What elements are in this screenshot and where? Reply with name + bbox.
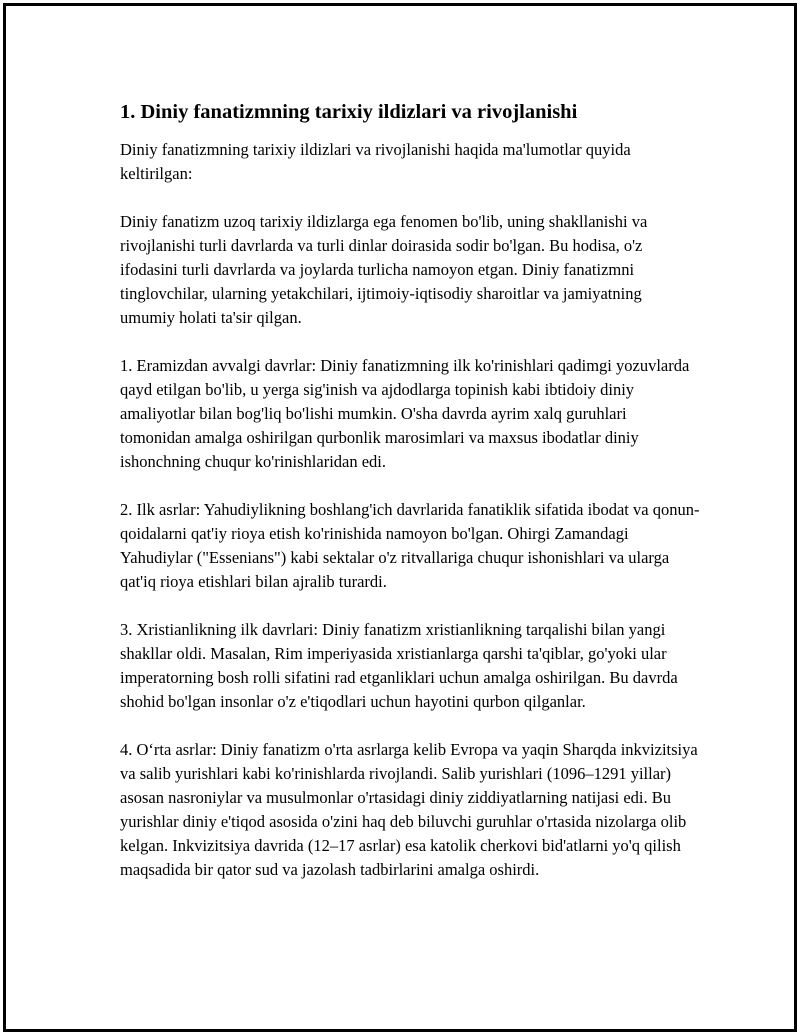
ancient-era-paragraph: 1. Eramizdan avvalgi davrlar: Diniy fanatizmning ilk ko'rinishlari qadimgi yozuvlarda qayd etilgan bo'lib, u yerga sig'inish va ajdodlarga topinish kabi ibtidoiy diniy amaliyotlar bilan bog'liq bo'lishi mumkin. O'sha davrda ayrim xalq guruhlari tomonidan amalga oshirilgan qurbonlik marosimlari va maxsus ibodatlar diniy ishonchning chuqur ko'rinishlaridan edi.: [120, 356, 690, 471]
section-heading: 1. Diniy fanatizmning tarixiy ildizlari va rivojlanishi: [120, 101, 578, 123]
early-centuries-paragraph: 2. Ilk asrlar: Yahudiylikning boshlang'ich davrlarida fanatiklik sifatida ibodat va qonun-qoidalarni qat'iy rioya etish ko'rinishida namoyon bo'lgan. Ohirgi Zamandagi Yahudiylar ("Essenians") kabi sektalar o'z ritvallariga chuqur ishonishlari va ularga qat'iq rioya etishlari bilan ajralib turardi.: [120, 500, 700, 591]
document-body: [120, 98, 700, 906]
page-frame: [3, 3, 797, 1032]
overview-paragraph: Diniy fanatizm uzoq tarixiy ildizlarga ega fenomen bo'lib, uning shakllanishi va rivojlanishi turli davrlarda va turli dinlar doirasida sodir bo'lgan. Bu hodisa, o'z ifodasini turli davrlarda va joylarda turlicha namoyon etgan. Diniy fanatizmni tinglovchilar, ularning yetakchilari, ijtimoiy-iqtisodiy sharoitlar va jamiyatning umumiy holati ta'sir qilgan.: [120, 212, 648, 327]
early-christianity-paragraph: 3. Xristianlikning ilk davrlari: Diniy fanatizm xristianlikning tarqalishi bilan yangi shakllar oldi. Masalan, Rim imperiyasida xristianlarga qarshi ta'qiblar, go'yoki ular imperatorning bosh rolli sifatini rad etganliklari uchun amalga oshirilgan. Bu davrda shohid bo'lgan insonlar o'z e'tiqodlari uchun hayotini qurbon qilganlar.: [120, 620, 678, 711]
middle-ages-paragraph: 4. O‘rta asrlar: Diniy fanatizm o'rta asrlarga kelib Evropa va yaqin Sharqda inkvizitsiya va salib yurishlari kabi ko'rinishlarda rivojlandi. Salib yurishlari (1096–1291 yillar) asosan nasroniylar va musulmonlar o'rtasidagi diniy ziddiyatlarning natijasi edi. Bu yurishlar diniy e'tiqod asosida o'zini haq deb biluvchi guruhlar o'rtasida nizolarga olib kelgan. Inkvizitsiya davrida (12–17 asrlar) esa katolik cherkovi bid'atlarni yo'q qilish maqsadida bir qator sud va jazolash tadbirlarini amalga oshirdi.: [120, 740, 698, 879]
intro-paragraph: Diniy fanatizmning tarixiy ildizlari va rivojlanishi haqida ma'lumotlar quyida keltirilgan:: [120, 140, 631, 183]
